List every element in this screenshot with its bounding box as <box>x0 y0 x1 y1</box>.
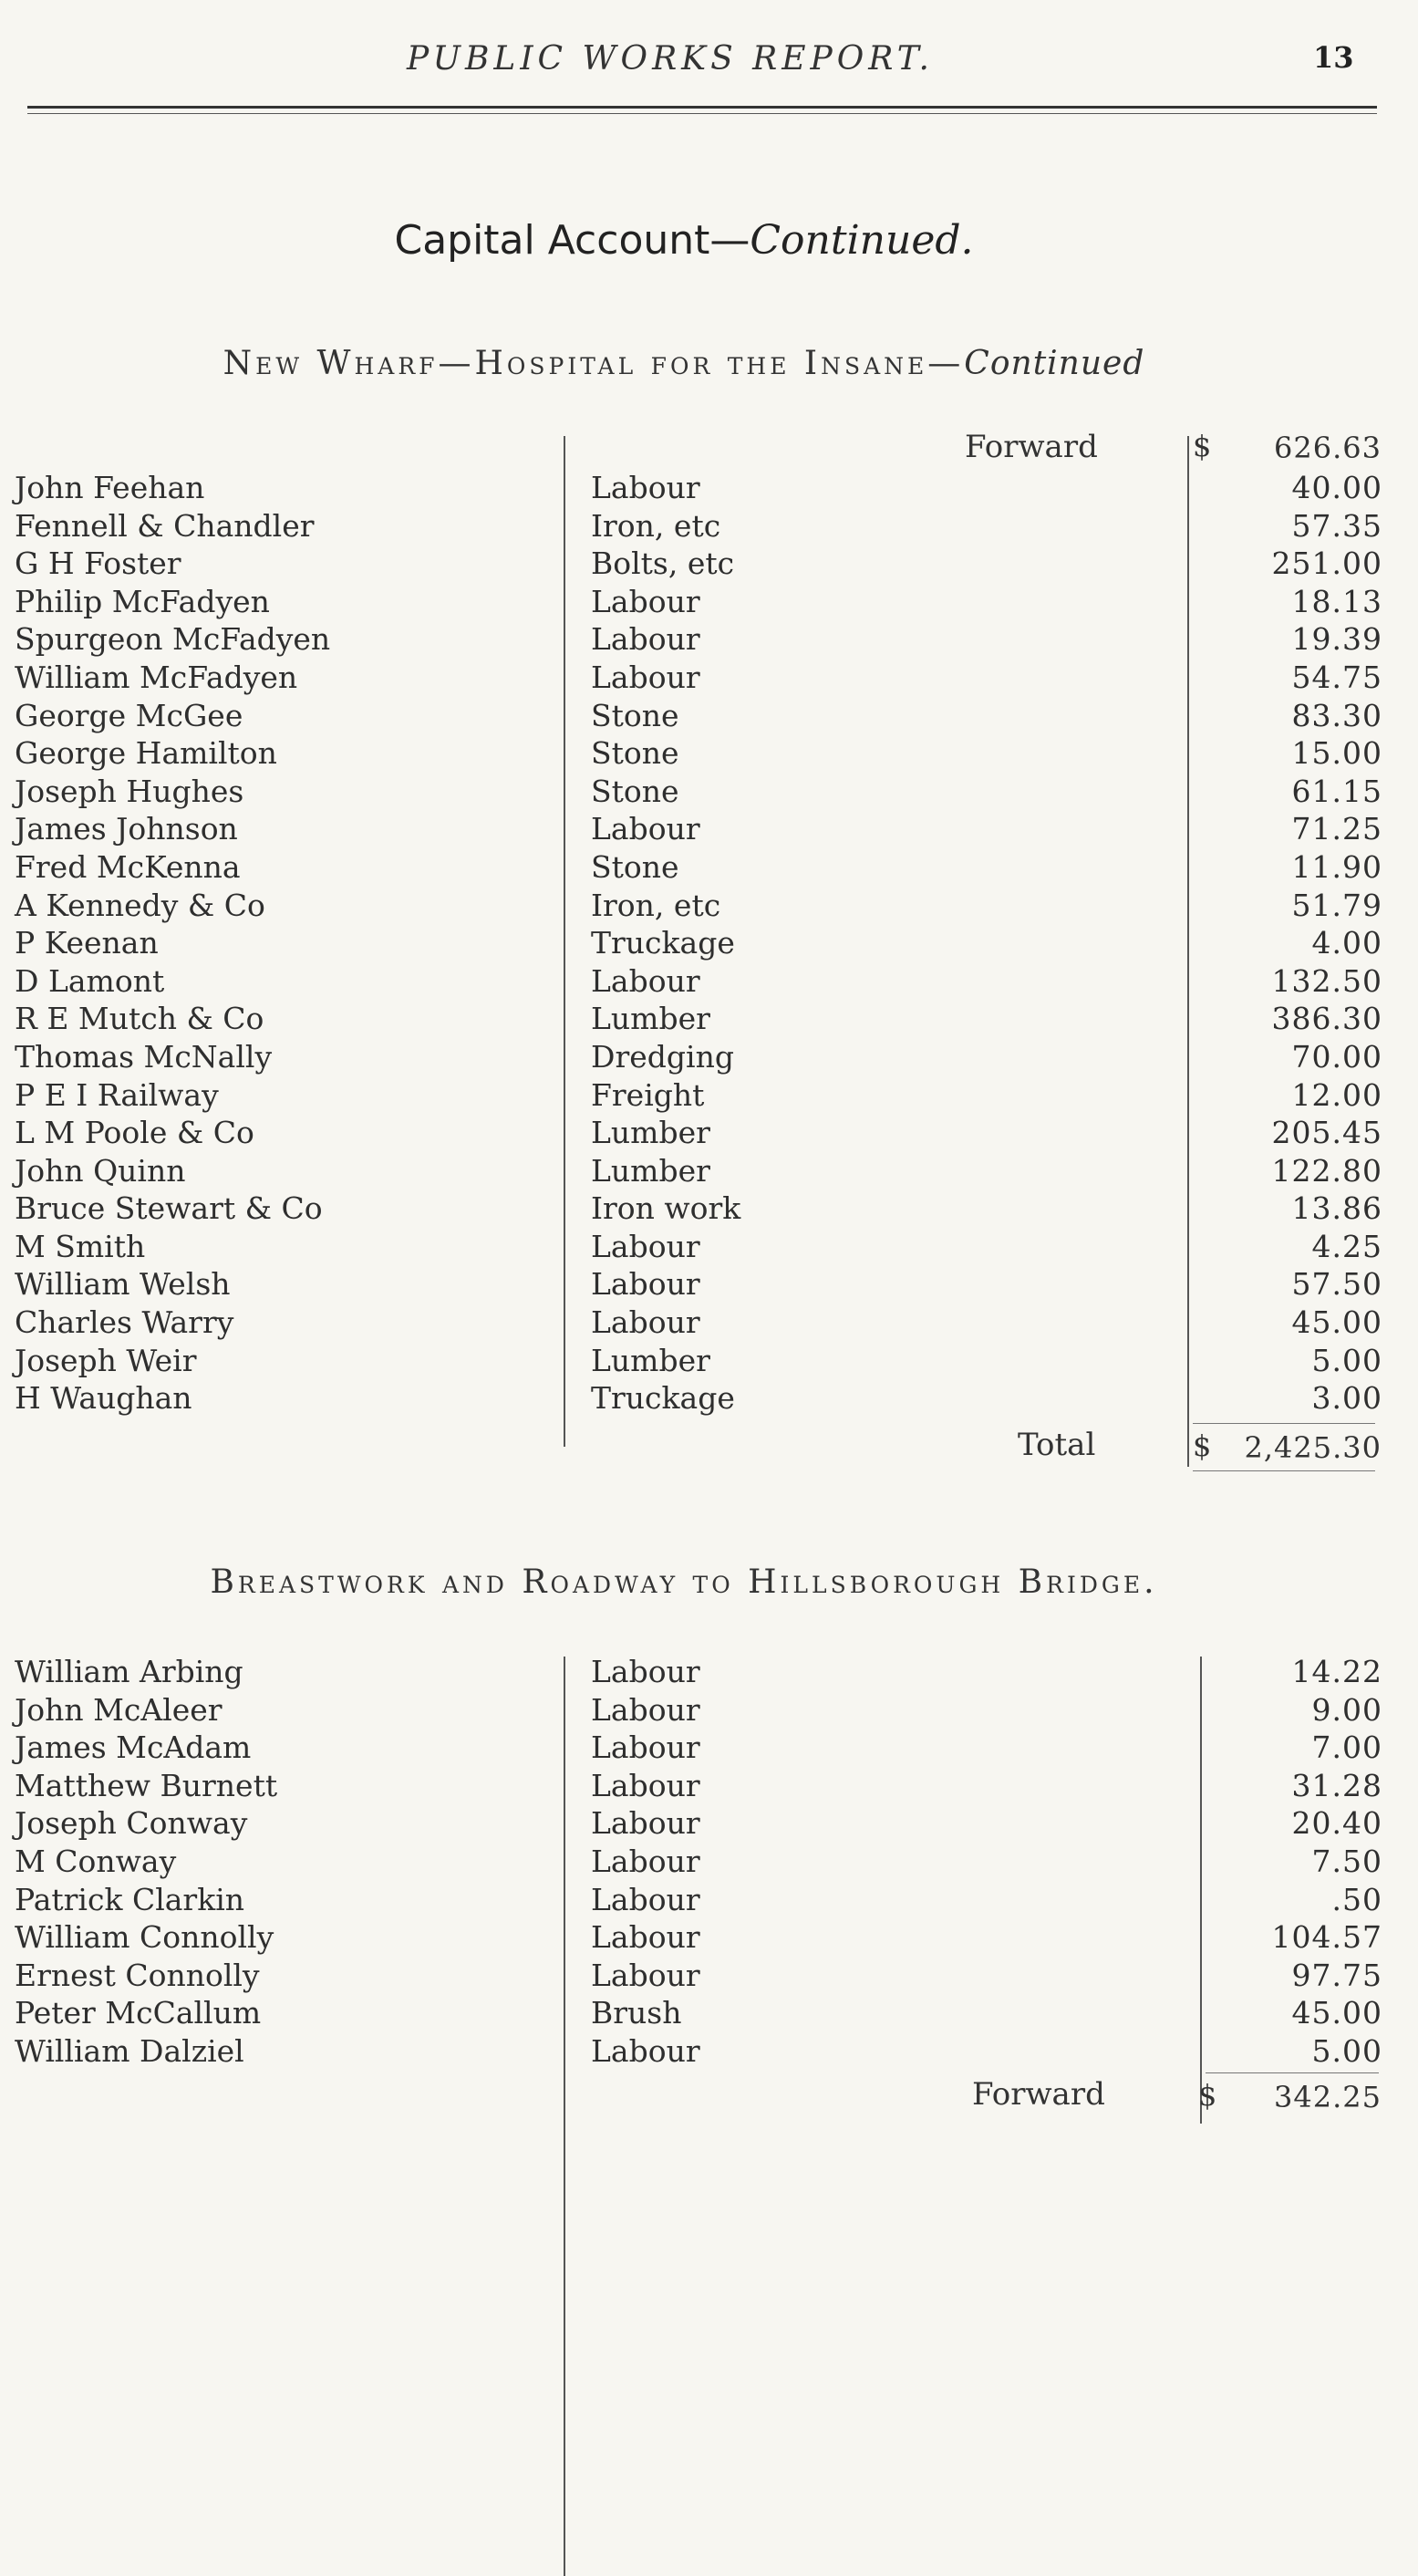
section-title-text: New Wharf—Hospital for the Insane— <box>223 345 965 382</box>
table-row <box>15 734 1382 773</box>
table-row <box>15 1189 1382 1228</box>
expense-item: Iron, etc <box>591 887 721 923</box>
expense-item: Truckage <box>591 925 735 961</box>
table-row <box>15 887 1382 925</box>
running-title: PUBLIC WORKS REPORT. <box>407 40 934 78</box>
table-row <box>15 620 1382 659</box>
amount-value: 71.25 <box>1291 811 1382 847</box>
section-title-breastwork: Breastwork and Roadway to Hillsborough Bridge. <box>210 1563 1158 1601</box>
expense-item: Labour <box>591 659 700 695</box>
expense-item: Brush <box>591 1995 682 2031</box>
amount-value: 15.00 <box>1291 735 1382 772</box>
expense-item: Lumber <box>591 1152 710 1189</box>
table-row <box>15 583 1382 621</box>
payee-name: M Conway <box>15 1843 177 1879</box>
amount-value: 19.39 <box>1291 621 1382 658</box>
table-row <box>15 1342 1382 1380</box>
page-number: 13 <box>1313 40 1354 75</box>
table-row <box>15 1881 1382 1919</box>
payee-name: John McAleer <box>15 1691 223 1728</box>
payee-name: William Dalziel <box>15 2032 244 2069</box>
forward-amount-2: 342.25 <box>1274 2080 1382 2114</box>
expense-item: Labour <box>591 1266 700 1303</box>
payee-name: William Welsh <box>15 1266 231 1303</box>
expense-item: Freight <box>591 1076 705 1113</box>
table-row <box>15 545 1382 583</box>
expense-item: Labour <box>591 1843 700 1879</box>
payee-name: Joseph Hughes <box>15 773 244 809</box>
expense-item: Labour <box>591 2032 700 2069</box>
payee-name: George Hamilton <box>15 735 277 772</box>
payee-name: James McAdam <box>15 1729 252 1766</box>
table-row <box>15 1152 1382 1190</box>
amount-value: 4.25 <box>1311 1228 1382 1264</box>
table-row <box>15 1691 1382 1729</box>
payee-name: Bruce Stewart & Co <box>15 1190 323 1227</box>
table-row <box>15 1000 1382 1038</box>
table-row <box>15 1228 1382 1266</box>
expense-item: Dredging <box>591 1038 734 1075</box>
total-underline <box>1193 1470 1375 1471</box>
payee-name: P E I Railway <box>15 1076 219 1113</box>
amount-value: 83.30 <box>1291 697 1382 733</box>
expense-item: Labour <box>591 962 700 999</box>
amount-value: 61.15 <box>1291 773 1382 809</box>
expense-item: Stone <box>591 735 679 772</box>
total-amount: 2,425.30 <box>1244 1430 1382 1465</box>
amount-value: 45.00 <box>1291 1304 1382 1341</box>
section1-ledger-table <box>15 469 1382 1418</box>
table-row <box>15 1729 1382 1767</box>
expense-item: Labour <box>591 1919 700 1956</box>
table-row <box>15 773 1382 811</box>
amount-value: 13.86 <box>1291 1190 1382 1227</box>
expense-item: Labour <box>591 1805 700 1842</box>
payee-name: Philip McFadyen <box>15 583 270 619</box>
amount-value: 104.57 <box>1271 1919 1382 1956</box>
table-row <box>15 1265 1382 1304</box>
payee-name: Charles Warry <box>15 1304 234 1341</box>
table-row <box>15 848 1382 887</box>
amount-value: 386.30 <box>1271 1001 1382 1037</box>
payee-name: P Keenan <box>15 925 159 961</box>
table-row <box>15 1114 1382 1152</box>
expense-item: Stone <box>591 848 679 885</box>
payee-name: G H Foster <box>15 545 181 582</box>
amount-value: 70.00 <box>1291 1038 1382 1075</box>
table-row <box>15 1957 1382 1995</box>
payee-name: L M Poole & Co <box>15 1115 254 1151</box>
amount-value: 4.00 <box>1311 925 1382 961</box>
amount-value: 251.00 <box>1271 545 1382 582</box>
forward-label: Forward <box>965 429 1098 465</box>
expense-item: Labour <box>591 1654 700 1689</box>
page-title-continued: Continued. <box>750 217 974 264</box>
table-row <box>15 1379 1382 1418</box>
table-row <box>15 2032 1382 2071</box>
table-row <box>15 1653 1382 1691</box>
amount-value: 40.00 <box>1291 470 1382 505</box>
section-title-new-wharf <box>0 345 1368 382</box>
table-row <box>15 1076 1382 1115</box>
table-row <box>15 1804 1382 1843</box>
expense-item: Labour <box>591 811 700 847</box>
amount-value: 132.50 <box>1271 962 1382 999</box>
expense-item: Truckage <box>591 1380 735 1417</box>
payee-name: Fennell & Chandler <box>15 507 315 544</box>
amount-value: 14.22 <box>1291 1654 1382 1689</box>
amount-value: 122.80 <box>1271 1152 1382 1189</box>
amount-value: 31.28 <box>1291 1767 1382 1803</box>
payee-name: Joseph Weir <box>15 1342 197 1378</box>
expense-item: Iron work <box>591 1190 741 1227</box>
amount-value: 51.79 <box>1291 887 1382 923</box>
payee-name: William Arbing <box>15 1654 243 1689</box>
table-row <box>15 962 1382 1001</box>
expense-item: Labour <box>591 1881 700 1917</box>
table-row <box>15 810 1382 848</box>
forward-rule-2 <box>1206 2072 1379 2073</box>
amount-value: 7.00 <box>1311 1729 1382 1766</box>
payee-name: D Lamont <box>15 962 165 999</box>
table-row <box>15 659 1382 697</box>
payee-name: Fred McKenna <box>15 848 241 885</box>
expense-item: Stone <box>591 773 679 809</box>
expense-item: Lumber <box>591 1115 710 1151</box>
expense-item: Stone <box>591 697 679 733</box>
amount-value: 3.00 <box>1311 1380 1382 1417</box>
forward-currency-2: $ <box>1198 2078 1217 2113</box>
table-row <box>15 469 1382 507</box>
payee-name: Ernest Connolly <box>15 1957 260 1993</box>
payee-name: John Feehan <box>15 470 205 505</box>
expense-item: Labour <box>591 1691 700 1728</box>
payee-name: Spurgeon McFadyen <box>15 621 331 658</box>
table-row <box>15 1304 1382 1342</box>
table-row <box>15 1918 1382 1957</box>
section-title-continued: Continued <box>964 345 1145 382</box>
expense-item: Labour <box>591 621 700 658</box>
payee-name: H Waughan <box>15 1380 192 1417</box>
payee-name: Joseph Conway <box>15 1805 248 1842</box>
expense-item: Labour <box>591 470 700 505</box>
table-row <box>15 507 1382 545</box>
expense-item: Labour <box>591 583 700 619</box>
payee-name: R E Mutch & Co <box>15 1001 264 1037</box>
payee-name: Peter McCallum <box>15 1995 262 2031</box>
amount-value: 205.45 <box>1271 1115 1382 1151</box>
table-row <box>15 697 1382 735</box>
amount-value: 5.00 <box>1311 1342 1382 1378</box>
table-row <box>15 1767 1382 1805</box>
expense-item: Labour <box>591 1729 700 1766</box>
amount-value: 18.13 <box>1291 583 1382 619</box>
page-title <box>0 217 1368 264</box>
expense-item: Bolts, etc <box>591 545 735 582</box>
expense-item: Labour <box>591 1957 700 1993</box>
payee-name: William Connolly <box>15 1919 274 1956</box>
payee-name: James Johnson <box>15 811 238 847</box>
forward-currency: $ <box>1193 429 1212 463</box>
table-row <box>15 1994 1382 2032</box>
payee-name: George McGee <box>15 697 243 733</box>
forward-amount: 626.63 <box>1274 431 1382 465</box>
total-label: Total <box>1018 1427 1096 1463</box>
amount-value: 7.50 <box>1311 1843 1382 1879</box>
amount-value: 97.75 <box>1291 1957 1382 1993</box>
header-rule <box>27 106 1377 109</box>
total-currency: $ <box>1193 1428 1212 1463</box>
amount-value: 20.40 <box>1291 1805 1382 1842</box>
payee-name: A Kennedy & Co <box>15 887 265 923</box>
section2-ledger-table <box>15 1653 1382 2071</box>
expense-item: Labour <box>591 1767 700 1803</box>
table-row <box>15 1843 1382 1881</box>
header-rule-thin <box>27 113 1377 114</box>
amount-value: 54.75 <box>1291 659 1382 695</box>
total-rule <box>1193 1423 1375 1424</box>
expense-item: Iron, etc <box>591 507 721 544</box>
expense-item: Labour <box>591 1304 700 1341</box>
amount-value: 57.50 <box>1291 1266 1382 1303</box>
amount-value: 45.00 <box>1291 1995 1382 2031</box>
expense-item: Labour <box>591 1228 700 1264</box>
page-title-main: Capital Account— <box>394 217 750 264</box>
amount-value: 12.00 <box>1291 1076 1382 1113</box>
amount-value: 11.90 <box>1291 848 1382 885</box>
amount-value: 5.00 <box>1311 2032 1382 2069</box>
amount-value: 57.35 <box>1291 507 1382 544</box>
table-row <box>15 924 1382 962</box>
amount-value: 9.00 <box>1311 1691 1382 1728</box>
payee-name: Patrick Clarkin <box>15 1881 245 1917</box>
payee-name: Thomas McNally <box>15 1038 273 1075</box>
payee-name: William McFadyen <box>15 659 298 695</box>
expense-item: Lumber <box>591 1001 710 1037</box>
payee-name: Matthew Burnett <box>15 1767 278 1803</box>
table-row <box>15 1038 1382 1076</box>
amount-value: .50 <box>1331 1881 1382 1917</box>
forward-label-2: Forward <box>972 2076 1105 2113</box>
expense-item: Lumber <box>591 1342 710 1378</box>
payee-name: John Quinn <box>15 1152 186 1189</box>
payee-name: M Smith <box>15 1228 146 1264</box>
